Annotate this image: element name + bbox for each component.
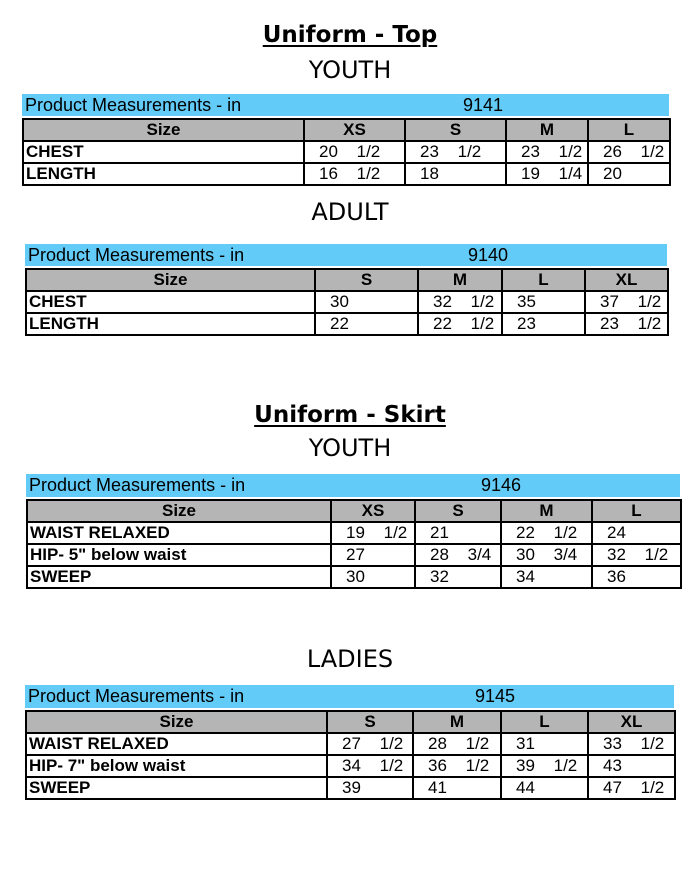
size-column-header: S <box>415 500 501 522</box>
measurement-value: 19 1/4 <box>506 163 588 185</box>
size-column-header: L <box>588 119 670 141</box>
measurement-value: 22 1/2 <box>501 522 592 544</box>
measurement-value: 20 1/2 <box>304 141 405 163</box>
measurement-value: 27 1/2 <box>327 733 413 755</box>
table-row <box>26 291 668 313</box>
row-label: CHEST <box>26 291 315 313</box>
size-column-header: S <box>315 269 418 291</box>
product-measurements-label: Product Measurements - in <box>29 475 246 495</box>
measurement-value: 31 <box>501 733 588 755</box>
subtitle-skirt-youth: YOUTH <box>308 434 392 462</box>
subtitle-top-youth: YOUTH <box>308 56 392 84</box>
row-label: LENGTH <box>23 163 304 185</box>
table-row <box>26 777 675 799</box>
row-label: HIP- 5" below waist <box>27 544 331 566</box>
measurement-value: 27 <box>331 544 415 566</box>
size-column-header: XL <box>588 711 675 733</box>
product-measurements-bar <box>25 685 674 708</box>
product-code: 9140 <box>468 244 509 265</box>
measurement-table <box>25 268 669 336</box>
measurement-value: 24 <box>592 522 681 544</box>
measurement-value: 30 3/4 <box>501 544 592 566</box>
row-label: WAIST RELAXED <box>26 733 327 755</box>
table-row <box>26 313 668 335</box>
row-label: CHEST <box>23 141 304 163</box>
size-column-header: M <box>506 119 588 141</box>
product-code: 9141 <box>463 94 504 115</box>
product-measurements-bar <box>25 244 667 266</box>
size-column-header: S <box>327 711 413 733</box>
size-column-header: XL <box>585 269 668 291</box>
measurement-value: 36 1/2 <box>413 755 501 777</box>
size-column-header: L <box>502 269 585 291</box>
table-row <box>26 755 675 777</box>
table-header-row <box>23 119 670 141</box>
measurement-value: 39 1/2 <box>501 755 588 777</box>
measurement-value: 43 <box>588 755 675 777</box>
size-column-header: L <box>592 500 681 522</box>
section-title-skirt: Uniform - Skirt <box>254 402 446 428</box>
measurement-value: 34 <box>501 566 592 588</box>
measurement-value: 36 <box>592 566 681 588</box>
table-row <box>27 522 681 544</box>
size-header: Size <box>26 269 315 291</box>
product-measurements-label: Product Measurements - in <box>25 94 242 115</box>
table-row <box>23 141 670 163</box>
measurement-value: 19 1/2 <box>331 522 415 544</box>
size-header: Size <box>27 500 331 522</box>
size-column-header: L <box>501 711 588 733</box>
measurement-table <box>26 499 682 589</box>
measurement-value: 35 <box>502 291 585 313</box>
size-column-header: M <box>413 711 501 733</box>
measurement-value: 23 1/2 <box>506 141 588 163</box>
table-row <box>27 544 681 566</box>
measurement-value: 33 1/2 <box>588 733 675 755</box>
product-measurements-bar <box>22 94 669 116</box>
row-label: HIP- 7" below waist <box>26 755 327 777</box>
measurement-value: 23 1/2 <box>405 141 506 163</box>
measurement-value: 22 1/2 <box>418 313 502 335</box>
measurement-value: 34 1/2 <box>327 755 413 777</box>
product-code: 9145 <box>475 686 516 706</box>
product-measurements-label: Product Measurements - in <box>28 244 245 265</box>
measurement-value: 47 1/2 <box>588 777 675 799</box>
measurement-value: 20 <box>588 163 670 185</box>
table-header-row <box>26 711 675 733</box>
measurement-value: 23 1/2 <box>585 313 668 335</box>
measurement-value: 37 1/2 <box>585 291 668 313</box>
table-skirt-ladies <box>25 685 674 800</box>
table-header-row <box>26 269 668 291</box>
size-column-header: M <box>418 269 502 291</box>
size-column-header: XS <box>331 500 415 522</box>
measurement-value: 28 3/4 <box>415 544 501 566</box>
measurement-value: 28 1/2 <box>413 733 501 755</box>
table-skirt-youth <box>26 474 680 589</box>
measurement-value: 32 <box>415 566 501 588</box>
measurement-value: 26 1/2 <box>588 141 670 163</box>
measurement-table <box>25 710 676 800</box>
measurement-value: 21 <box>415 522 501 544</box>
table-header-row <box>27 500 681 522</box>
section-title-top: Uniform - Top <box>262 22 438 48</box>
table-row <box>26 733 675 755</box>
measurement-value: 30 <box>315 291 418 313</box>
row-label: LENGTH <box>26 313 315 335</box>
measurement-value: 23 <box>502 313 585 335</box>
measurement-value: 16 1/2 <box>304 163 405 185</box>
row-label: SWEEP <box>26 777 327 799</box>
table-row <box>27 566 681 588</box>
subtitle-skirt-ladies: LADIES <box>306 645 394 673</box>
measurement-value: 18 <box>405 163 506 185</box>
table-top-adult <box>25 244 667 336</box>
subtitle-top-adult: ADULT <box>311 198 389 226</box>
measurement-value: 32 1/2 <box>418 291 502 313</box>
measurement-value: 32 1/2 <box>592 544 681 566</box>
measurement-value: 44 <box>501 777 588 799</box>
size-header: Size <box>26 711 327 733</box>
row-label: SWEEP <box>27 566 331 588</box>
size-column-header: M <box>501 500 592 522</box>
table-top-youth <box>22 94 669 186</box>
product-measurements-label: Product Measurements - in <box>28 686 245 706</box>
size-column-header: S <box>405 119 506 141</box>
size-column-header: XS <box>304 119 405 141</box>
product-code: 9146 <box>481 475 522 495</box>
measurement-table <box>22 118 671 186</box>
measurement-value: 22 <box>315 313 418 335</box>
measurement-value: 41 <box>413 777 501 799</box>
size-header: Size <box>23 119 304 141</box>
measurement-value: 39 <box>327 777 413 799</box>
row-label: WAIST RELAXED <box>27 522 331 544</box>
measurement-value: 30 <box>331 566 415 588</box>
table-row <box>23 163 670 185</box>
product-measurements-bar <box>26 474 680 497</box>
